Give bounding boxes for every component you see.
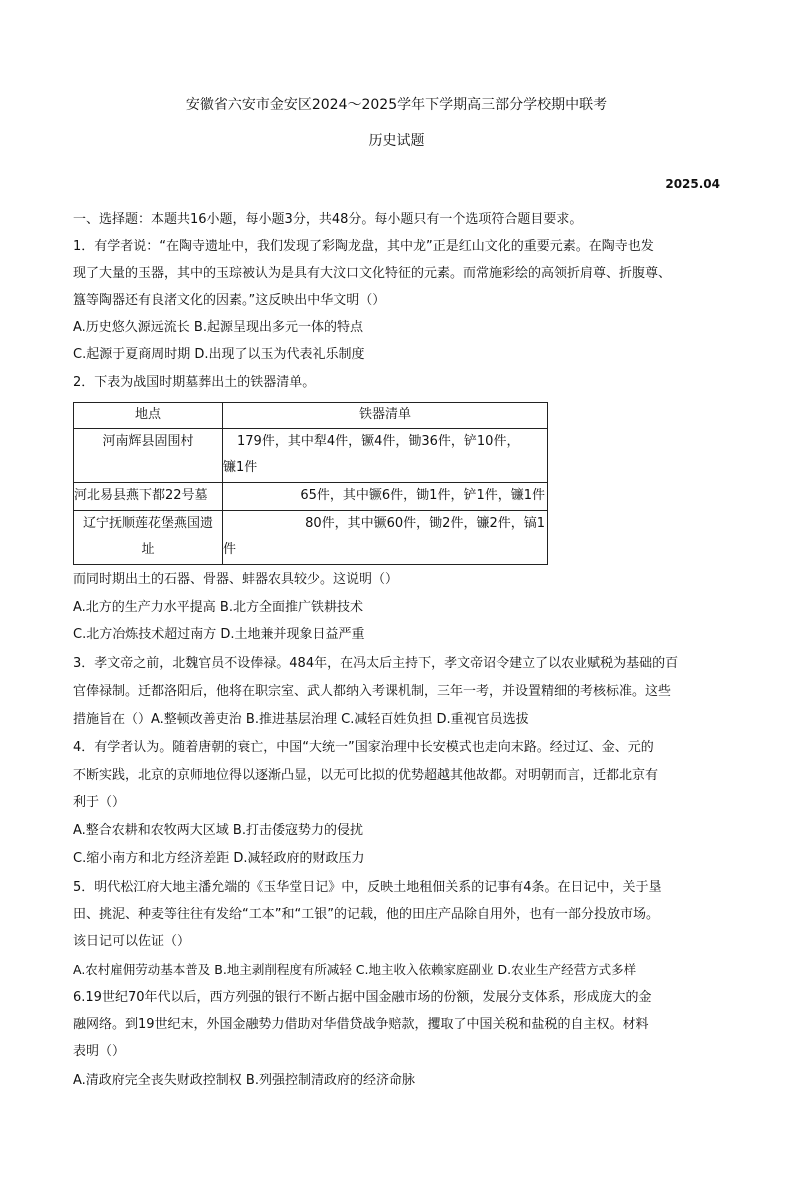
question-4-line: 利于（） xyxy=(73,795,126,810)
table-cell-items xyxy=(223,429,548,483)
page-title: 安徽省六安市金安区2024～2025学年下学期高三部分学校期中联考 xyxy=(185,97,608,113)
question-2-options: C.北方冶炼技术超过南方 D.土地兼并现象日益严重 xyxy=(73,627,365,642)
items-text: 179件，其中犁4件，镢4件，锄36件，铲10件， xyxy=(237,434,520,449)
place-text: 辽宁抚顺莲花堡燕国遗 xyxy=(82,516,213,531)
question-2-line: 而同时期出土的石器、骨器、蚌器农具较少。这说明（） xyxy=(73,572,399,587)
question-2-options: A.北方的生产力水平提高 B.北方全面推广铁耕技术 xyxy=(73,600,363,615)
items-text: 65件，其中镢6件，锄1件，铲1件，镰1件 xyxy=(300,488,545,503)
question-6-line: 融网络。到19世纪末，外国金融势力借助对华借贷战争赔款，攫取了中国关税和盐税的自主权。材料 xyxy=(73,1017,649,1032)
question-1-line: 簋等陶器还有良渚文化的因素。”这反映出中华文明（） xyxy=(73,293,386,308)
question-4-options: C.缩小南方和北方经济差距 D.减轻政府的财政压力 xyxy=(73,851,365,866)
exam-date: 2025.04 xyxy=(665,177,720,191)
table-cell-items xyxy=(223,483,548,511)
place-text: 河北易县燕下都22号墓 xyxy=(74,488,208,503)
question-5-options: A.农村雇佣劳动基本普及 B.地主剥削程度有所减轻 C.地主收入依赖家庭副业 D.农业生产经营方式多样 xyxy=(73,962,637,977)
question-3-line: 措施旨在（）A.整顿改善吏治 B.推进基层治理 C.减轻百姓负担 D.重视官员选拔 xyxy=(73,712,529,727)
place-text: 河南辉县固围村 xyxy=(102,434,194,449)
question-4-options: A.整合农耕和农牧两大区域 B.打击倭寇势力的侵扰 xyxy=(73,823,363,838)
question-1-options: A.历史悠久源远流长 B.起源呈现出多元一体的特点 xyxy=(73,320,363,335)
table-cell-items xyxy=(223,511,548,565)
iron-tools-table xyxy=(73,402,548,565)
question-1-line: 1．有学者说：“在陶寺遗址中，我们发现了彩陶龙盘，其中龙”正是红山文化的重要元素。在陶寺也发 xyxy=(73,239,654,254)
items-text: 80件，其中镢60件，锄2件，镰2件，镐1 xyxy=(305,516,545,531)
items-text-cont: 件 xyxy=(223,542,237,557)
table-row xyxy=(74,429,548,483)
question-5-line: 5．明代松江府大地主潘允端的《玉华堂日记》中，反映土地租佃关系的记事有4条。在日记中，关于垦 xyxy=(73,880,662,895)
question-3-line: 3．孝文帝之前，北魏官员不设俸禄。484年，在冯太后主持下，孝文帝诏令建立了以农业赋税为基础的百 xyxy=(73,656,679,671)
table-header-row xyxy=(74,403,548,429)
items-text-cont: 镰1件 xyxy=(223,460,258,475)
question-1-options: C.起源于夏商周时期 D.出现了以玉为代表礼乐制度 xyxy=(73,347,365,362)
question-1-line: 现了大量的玉器，其中的玉琮被认为是具有大汶口文化特征的元素。而常施彩绘的高领折肩尊、折腹尊、 xyxy=(73,266,672,281)
table-row xyxy=(74,483,548,511)
page-subtitle: 历史试题 xyxy=(368,133,425,149)
table-cell-place xyxy=(74,429,223,483)
question-5-line: 该日记可以佐证（） xyxy=(73,934,191,949)
place-text-cont: 址 xyxy=(141,542,155,557)
question-6-line: 6.19世纪70年代以后，西方列强的银行不断占据中国金融市场的份额，发展分支体系，形成庞大的金 xyxy=(73,990,652,1005)
section-intro: 一、选择题：本题共16小题，每小题3分，共48分。每小题只有一个选项符合题目要求。 xyxy=(73,212,583,227)
question-3-line: 官俸禄制。迁都洛阳后，他将在职宗室、武人都纳入考课机制，三年一考，并设置精细的考核标准。这些 xyxy=(73,684,672,699)
question-5-line: 田、挑泥、种麦等往往有发给“工本”和“工银”的记载，他的田庄产品除自用外，也有一部分投放市场。 xyxy=(73,907,659,922)
question-6-options: A.清政府完全丧失财政控制权 B.列强控制清政府的经济命脉 xyxy=(73,1073,415,1088)
table-header-place: 地点 xyxy=(74,403,223,429)
question-4-line: 不断实践，北京的京师地位得以逐渐凸显，以无可比拟的优势超越其他故都。对明朝而言，迁都北京有 xyxy=(73,768,659,783)
question-4-line: 4．有学者认为。随着唐朝的衰亡，中国“大统一”国家治理中长安模式也走向末路。经过辽、金、元的 xyxy=(73,740,654,755)
table-row xyxy=(74,511,548,565)
question-6-line: 表明（） xyxy=(73,1044,126,1059)
question-2-stem: 2．下表为战国时期墓葬出土的铁器清单。 xyxy=(73,375,316,390)
table-cell-place xyxy=(74,483,223,511)
table-cell-place xyxy=(74,511,223,565)
table-header-list: 铁器清单 xyxy=(223,403,548,429)
